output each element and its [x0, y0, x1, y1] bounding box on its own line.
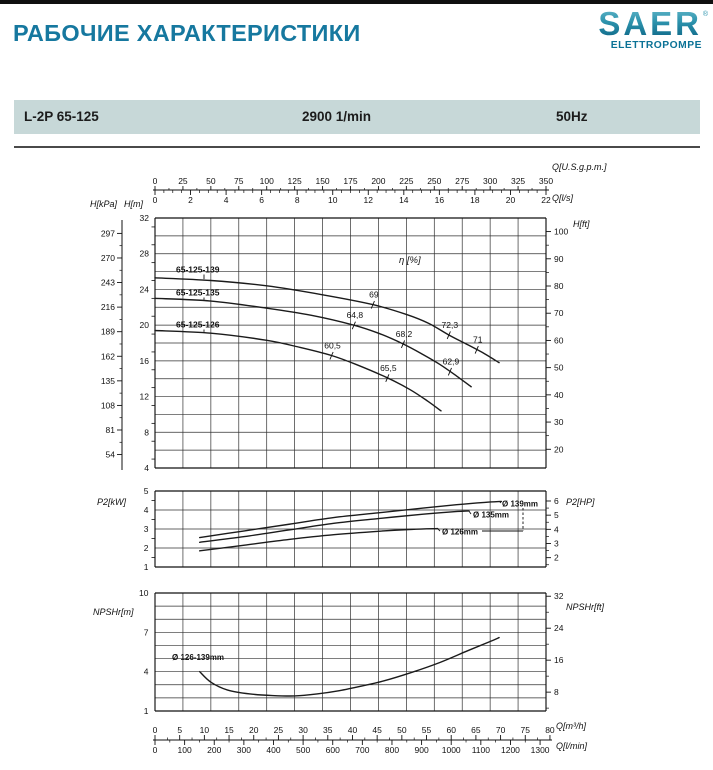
frequency-label: 50Hz: [556, 109, 588, 124]
svg-text:75: 75: [234, 176, 244, 186]
svg-text:1: 1: [143, 706, 149, 716]
curve-label-power-1: Ø 135mm: [473, 510, 510, 520]
svg-text:4: 4: [223, 195, 229, 205]
curve-Ø 126-139mm: [200, 638, 499, 696]
svg-text:500: 500: [296, 745, 311, 755]
svg-text:6: 6: [554, 495, 559, 506]
svg-text:30: 30: [554, 417, 564, 428]
curve-65-125-126: [155, 328, 441, 411]
svg-text:4: 4: [143, 666, 149, 677]
svg-text:35: 35: [323, 725, 333, 735]
svg-text:0: 0: [152, 725, 158, 735]
efficiency-value: 62,9: [442, 356, 460, 367]
q-lmin-axis-label: Q[l/min]: [556, 741, 588, 751]
q-m3h-axis-label: Q[m³/h]: [556, 721, 587, 731]
svg-text:90: 90: [554, 253, 564, 264]
pump-model-label: L-2P 65-125: [24, 109, 99, 124]
svg-text:108: 108: [100, 400, 115, 411]
logo-subtitle-text: ELETTROPOMPE: [610, 40, 702, 51]
svg-text:10: 10: [327, 195, 338, 205]
svg-text:1100: 1100: [471, 745, 490, 755]
svg-text:81: 81: [105, 424, 115, 435]
svg-text:24: 24: [554, 623, 564, 634]
svg-text:2: 2: [188, 195, 193, 205]
svg-text:50: 50: [206, 176, 216, 186]
svg-text:55: 55: [421, 725, 432, 735]
svg-text:50: 50: [554, 362, 564, 373]
q-ls-axis-label: Q[l/s]: [552, 193, 574, 203]
svg-text:200: 200: [371, 176, 386, 186]
svg-text:18: 18: [470, 195, 480, 205]
curve-65-125-135: [155, 298, 471, 386]
svg-text:162: 162: [100, 351, 115, 362]
logo-registered-mark: ®: [702, 11, 708, 18]
svg-text:45: 45: [372, 725, 382, 735]
svg-text:100: 100: [259, 176, 274, 186]
curve-label-power-0: Ø 139mm: [502, 499, 539, 509]
svg-text:4: 4: [554, 524, 559, 535]
svg-text:5: 5: [143, 486, 149, 496]
p2-kw-axis-label: P2[kW]: [97, 497, 127, 507]
svg-text:60: 60: [446, 725, 456, 735]
svg-text:0: 0: [152, 195, 158, 205]
svg-text:12: 12: [363, 195, 374, 205]
svg-text:12: 12: [139, 391, 149, 402]
h-m-axis-label: H[m]: [124, 199, 143, 209]
npshr-ft-axis-label: NPSHr[ft]: [566, 602, 605, 612]
svg-text:400: 400: [266, 745, 281, 755]
svg-text:175: 175: [343, 176, 358, 186]
h-ft-axis-label: H[ft]: [573, 219, 590, 229]
svg-text:65: 65: [471, 725, 481, 735]
svg-text:8: 8: [294, 195, 300, 205]
svg-text:28: 28: [139, 248, 149, 259]
svg-text:243: 243: [100, 277, 115, 288]
svg-text:10: 10: [139, 588, 149, 598]
efficiency-annotation: η [%]: [399, 255, 421, 266]
svg-text:5: 5: [177, 725, 183, 735]
svg-text:16: 16: [554, 655, 564, 666]
svg-text:54: 54: [105, 449, 115, 460]
svg-text:16: 16: [434, 195, 445, 205]
svg-text:70: 70: [554, 308, 564, 319]
curve-Ø 135mm: [200, 511, 469, 542]
svg-text:2: 2: [554, 552, 559, 563]
svg-text:25: 25: [178, 176, 188, 186]
svg-text:189: 189: [100, 326, 115, 337]
svg-text:600: 600: [325, 745, 340, 755]
svg-text:1: 1: [143, 562, 149, 572]
svg-text:8: 8: [144, 427, 149, 438]
svg-text:0: 0: [152, 745, 158, 755]
svg-text:15: 15: [224, 725, 234, 735]
curve-label-power-2: Ø 126mm: [442, 527, 479, 537]
svg-text:325: 325: [510, 176, 526, 186]
efficiency-value: 60,5: [324, 340, 341, 351]
efficiency-value: 64,8: [346, 310, 364, 321]
svg-text:0: 0: [152, 176, 158, 186]
svg-text:4: 4: [144, 463, 149, 473]
svg-text:7: 7: [143, 627, 149, 638]
svg-text:80: 80: [545, 725, 555, 735]
svg-text:1200: 1200: [500, 745, 520, 755]
q-usgpm-axis-label: Q[U.S.g.p.m.]: [552, 162, 607, 172]
svg-text:30: 30: [298, 725, 308, 735]
svg-text:32: 32: [139, 213, 149, 223]
svg-text:50: 50: [397, 725, 407, 735]
svg-text:700: 700: [355, 745, 370, 755]
svg-text:300: 300: [483, 176, 498, 186]
svg-text:2: 2: [143, 543, 149, 553]
logo-brand-text: SAER: [598, 5, 702, 42]
svg-text:40: 40: [554, 389, 564, 400]
p2-hp-axis-label: P2[HP]: [566, 497, 595, 507]
svg-text:350: 350: [538, 176, 554, 186]
svg-text:250: 250: [427, 176, 442, 186]
svg-text:216: 216: [100, 302, 115, 313]
efficiency-value: 65,5: [380, 362, 397, 373]
svg-text:10: 10: [199, 725, 210, 735]
svg-text:5: 5: [554, 510, 559, 521]
h-kpa-axis-label: H[kPa]: [89, 199, 117, 209]
svg-text:70: 70: [495, 725, 506, 735]
page-title: РАБОЧИЕ ХАРАКТЕРИСТИКИ: [13, 20, 361, 46]
svg-text:60: 60: [554, 335, 564, 346]
svg-text:24: 24: [139, 284, 149, 295]
svg-text:25: 25: [273, 725, 284, 735]
svg-text:100: 100: [554, 226, 569, 237]
svg-text:3: 3: [554, 538, 559, 549]
svg-text:20: 20: [249, 725, 259, 735]
svg-text:14: 14: [399, 195, 409, 205]
svg-text:75: 75: [520, 725, 530, 735]
svg-text:270: 270: [100, 252, 115, 263]
efficiency-value: 69: [369, 289, 379, 300]
efficiency-value: 68,2: [395, 328, 413, 339]
svg-text:80: 80: [554, 281, 564, 291]
svg-text:6: 6: [259, 195, 265, 205]
svg-text:200: 200: [207, 745, 222, 755]
svg-text:16: 16: [139, 355, 149, 366]
svg-text:100: 100: [177, 745, 192, 755]
svg-text:40: 40: [347, 725, 358, 735]
svg-text:3: 3: [143, 524, 149, 534]
svg-text:225: 225: [399, 176, 414, 186]
svg-text:20: 20: [505, 195, 516, 205]
curve-label-65-125-135: 65-125-135: [176, 287, 220, 298]
svg-text:4: 4: [143, 505, 149, 515]
svg-text:1000: 1000: [441, 745, 461, 755]
pump-speed-label: 2900 1/min: [302, 109, 372, 124]
efficiency-value: 71: [473, 334, 483, 345]
curve-label-65-125-126: 65-125-126: [176, 319, 220, 330]
svg-text:800: 800: [384, 745, 400, 755]
svg-text:900: 900: [414, 745, 429, 755]
svg-text:150: 150: [315, 176, 330, 186]
svg-text:8: 8: [554, 687, 559, 698]
svg-text:20: 20: [554, 444, 564, 455]
svg-text:300: 300: [236, 745, 251, 755]
efficiency-value: 72,3: [441, 319, 459, 330]
svg-text:1300: 1300: [530, 745, 550, 755]
svg-text:297: 297: [100, 228, 115, 239]
svg-text:22: 22: [541, 195, 551, 205]
svg-text:20: 20: [139, 320, 149, 331]
curve-label-npsh: Ø 126-139mm: [172, 653, 225, 662]
svg-text:125: 125: [287, 176, 302, 186]
svg-text:32: 32: [554, 591, 564, 602]
svg-text:275: 275: [455, 176, 470, 186]
npshr-m-axis-label: NPSHr[m]: [93, 607, 134, 617]
svg-text:135: 135: [100, 375, 115, 386]
curve-label-65-125-139: 65-125-139: [176, 264, 220, 275]
